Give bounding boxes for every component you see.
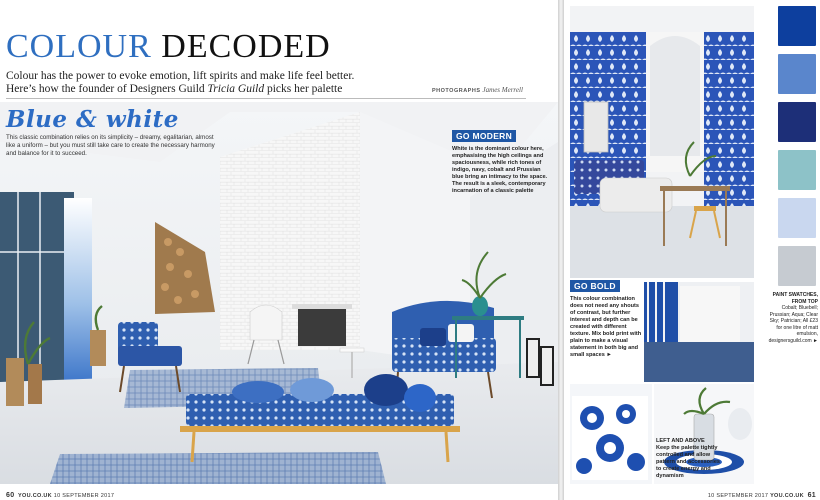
headline-decoded: DECODED [151,28,331,65]
headline [6,28,331,66]
top-room-photo [570,6,754,278]
standfirst-line2-end: picks her palette [264,83,343,95]
standfirst [6,70,426,96]
swatch-5 [778,198,816,238]
section-title: Blue & white [6,106,179,133]
folio-left [6,492,114,499]
headline-colour: COLOUR [6,28,152,65]
site-right: YOU.CO.UK [770,493,804,499]
designer-name: Tricia Guild [207,83,265,95]
swatch-caption [766,292,818,344]
swatch-4 [778,150,816,190]
standfirst-line1: Colour has the power to evoke emotion, lift spirits and make life feel better. [6,70,355,82]
pattern-cushion-photo [570,384,652,484]
left-and-above-block [656,438,726,480]
go-bold-caption [570,276,642,359]
photo-credit-label: PHOTOGRAPHS [432,88,481,94]
standfirst-line2: Here’s how the founder of Designers Guild [6,83,208,95]
go-modern-title: GO MODERN [452,130,516,142]
intro-text: This classic combination relies on its simplicity – dreamy, egalitarian, almost like a uniform – but you must still take care to create the necessary harmony and balance for it to succeed. [6,134,215,157]
swatch-caption-title: PAINT SWATCHES, FROM TOP [772,292,818,305]
go-modern-caption [452,126,548,195]
left-and-above-text: Keep the palette tightly controlled and allow pattern and accessories to create energy and dynamism [656,445,721,479]
go-modern-text: White is the dominant colour here, emphasising the high ceilings and spaciousness, while rich tones of indigo, navy, cobalt and Prussian blue bring an intimacy to the space. The result is a sleek, contemporary incarnation of a classic palette [452,146,548,194]
left-and-above-caption [656,436,726,480]
headline-rule [6,98,526,99]
date-left: 10 SEPTEMBER 2017 [53,493,115,499]
swatch-caption-text: Cobalt; Bluebell; Prussian; Aqua; Clear Sky; Patrician; All £23 for one litre of matt emulsion, designersguild.com ► [768,305,818,344]
photographer-name: James Merrell [482,86,523,94]
swatch-1 [778,6,816,46]
photo-credit [432,86,523,94]
swatch-6 [778,246,816,286]
site-left: YOU.CO.UK [18,493,52,499]
folio-right [708,492,816,499]
go-bold-title: GO BOLD [570,280,620,292]
cushions-photo [644,282,754,382]
page-number-left: 60 [6,492,15,499]
swatch-2 [778,54,816,94]
page-number-right: 61 [807,492,816,499]
swatch-3 [778,102,816,142]
left-and-above-title: LEFT AND ABOVE [656,438,705,444]
go-bold-text: This colour combination does not need any shouts of contrast, but further interest and depth can be created with different texture. Mix bold print with plain to make a visual statement in both big and small spaces ► [570,296,642,358]
date-right: 10 SEPTEMBER 2017 [707,493,769,499]
